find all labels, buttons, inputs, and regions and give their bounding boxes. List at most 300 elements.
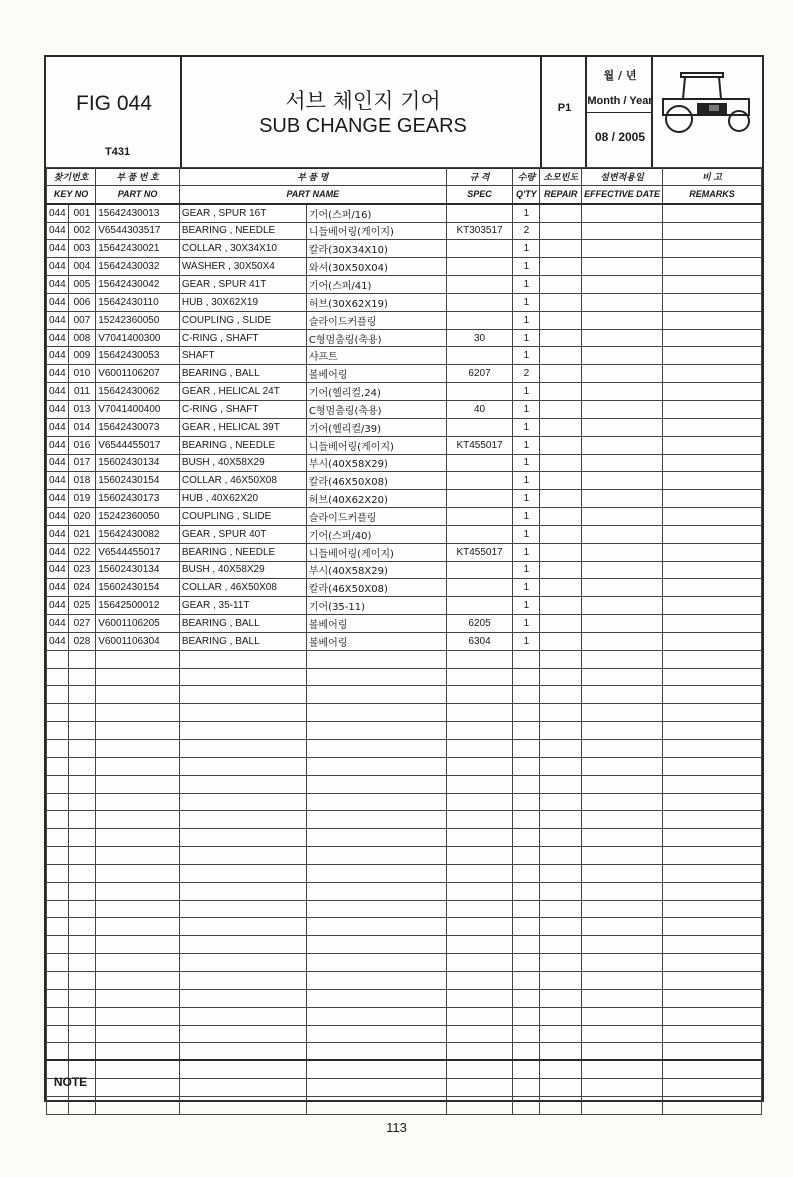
empty-cell xyxy=(179,882,306,900)
empty-cell xyxy=(513,668,540,686)
empty-cell xyxy=(179,954,306,972)
cell-key: 027 xyxy=(68,615,96,633)
col-qty-en: Q'TY xyxy=(513,185,540,203)
empty-cell xyxy=(306,722,446,740)
empty-cell xyxy=(446,775,513,793)
empty-cell xyxy=(446,864,513,882)
empty-cell xyxy=(540,686,582,704)
header-row-english xyxy=(47,185,762,203)
empty-cell xyxy=(306,775,446,793)
empty-cell xyxy=(68,811,96,829)
empty-cell xyxy=(179,918,306,936)
cell-spec: KT455017 xyxy=(446,543,513,561)
empty-cell xyxy=(47,775,69,793)
cell-key: 014 xyxy=(68,418,96,436)
cell-spec xyxy=(446,418,513,436)
empty-cell xyxy=(582,418,663,436)
cell-fig: 044 xyxy=(47,543,69,561)
empty-cell xyxy=(540,989,582,1007)
cell-fig: 044 xyxy=(47,347,69,365)
empty-cell xyxy=(540,383,582,401)
empty-cell xyxy=(513,1025,540,1043)
empty-cell xyxy=(47,757,69,775)
empty-cell xyxy=(662,811,761,829)
empty-cell xyxy=(582,222,663,240)
cell-name-en: BEARING , NEEDLE xyxy=(179,222,306,240)
empty-cell xyxy=(540,490,582,508)
cell-part-no: 15602430134 xyxy=(96,561,180,579)
empty-cell xyxy=(68,650,96,668)
empty-cell xyxy=(662,1007,761,1025)
empty-cell xyxy=(582,971,663,989)
cell-name-ko: 볼베어링 xyxy=(306,632,446,650)
cell-fig: 044 xyxy=(47,365,69,383)
empty-cell xyxy=(513,936,540,954)
empty-cell xyxy=(179,829,306,847)
cell-name-ko: 기어(헬리컬,24) xyxy=(306,383,446,401)
empty-cell xyxy=(306,793,446,811)
figure-number: FIG 044 xyxy=(76,92,152,115)
empty-cell xyxy=(96,704,180,722)
empty-cell xyxy=(582,793,663,811)
cell-qty: 1 xyxy=(513,400,540,418)
cell-fig: 044 xyxy=(47,490,69,508)
empty-cell xyxy=(662,436,761,454)
empty-cell xyxy=(540,400,582,418)
empty-cell xyxy=(662,740,761,758)
empty-cell xyxy=(582,775,663,793)
cell-fig: 044 xyxy=(47,204,69,222)
cell-qty: 2 xyxy=(513,365,540,383)
empty-cell xyxy=(582,989,663,1007)
empty-cell xyxy=(540,650,582,668)
cell-fig: 044 xyxy=(47,418,69,436)
empty-cell xyxy=(662,579,761,597)
cell-fig: 044 xyxy=(47,454,69,472)
month-year-label-en: Month / Year xyxy=(587,95,653,107)
empty-cell xyxy=(582,579,663,597)
empty-cell xyxy=(540,847,582,865)
empty-cell xyxy=(47,793,69,811)
empty-cell xyxy=(68,829,96,847)
empty-cell xyxy=(540,1043,582,1061)
cell-spec xyxy=(446,276,513,294)
cell-qty: 2 xyxy=(513,222,540,240)
blank-row xyxy=(47,971,762,989)
table-row xyxy=(47,579,762,597)
empty-cell xyxy=(662,971,761,989)
cell-spec: 6207 xyxy=(446,365,513,383)
empty-cell xyxy=(662,882,761,900)
empty-cell xyxy=(513,757,540,775)
cell-fig: 044 xyxy=(47,276,69,294)
empty-cell xyxy=(446,936,513,954)
cell-part-no: 15642500012 xyxy=(96,597,180,615)
empty-cell xyxy=(582,329,663,347)
cell-part-no: 15642430021 xyxy=(96,240,180,258)
cell-fig: 044 xyxy=(47,293,69,311)
empty-cell xyxy=(446,847,513,865)
empty-cell xyxy=(68,882,96,900)
cell-name-ko: 볼베어링 xyxy=(306,615,446,633)
empty-cell xyxy=(47,900,69,918)
empty-cell xyxy=(540,971,582,989)
empty-cell xyxy=(446,686,513,704)
cell-key: 009 xyxy=(68,347,96,365)
cell-part-no: V6001106207 xyxy=(96,365,180,383)
empty-cell xyxy=(47,740,69,758)
cell-fig: 044 xyxy=(47,632,69,650)
empty-cell xyxy=(662,240,761,258)
empty-cell xyxy=(513,829,540,847)
cell-part-no: 15602430134 xyxy=(96,454,180,472)
cell-name-en: BEARING , NEEDLE xyxy=(179,543,306,561)
empty-cell xyxy=(179,811,306,829)
cell-part-no: V6544455017 xyxy=(96,543,180,561)
tractor-icon xyxy=(659,71,757,135)
col-qty-ko: 수량 xyxy=(513,168,540,186)
cell-name-ko: 기어(헬리컬/39) xyxy=(306,418,446,436)
empty-cell xyxy=(662,1025,761,1043)
empty-cell xyxy=(662,525,761,543)
empty-cell xyxy=(582,365,663,383)
empty-cell xyxy=(179,1007,306,1025)
empty-cell xyxy=(540,918,582,936)
empty-cell xyxy=(540,240,582,258)
cell-name-ko: 와셔(30X50X04) xyxy=(306,258,446,276)
cell-fig: 044 xyxy=(47,436,69,454)
empty-cell xyxy=(68,704,96,722)
cell-qty: 1 xyxy=(513,418,540,436)
empty-cell xyxy=(68,740,96,758)
empty-cell xyxy=(582,900,663,918)
cell-spec: 30 xyxy=(446,329,513,347)
empty-cell xyxy=(662,276,761,294)
table-row xyxy=(47,311,762,329)
cell-key: 028 xyxy=(68,632,96,650)
empty-cell xyxy=(662,650,761,668)
cell-part-no: 15642430053 xyxy=(96,347,180,365)
blank-row xyxy=(47,1043,762,1061)
empty-cell xyxy=(662,1043,761,1061)
empty-cell xyxy=(47,704,69,722)
blank-row xyxy=(47,900,762,918)
cell-spec: KT455017 xyxy=(446,436,513,454)
empty-cell xyxy=(306,757,446,775)
empty-cell xyxy=(179,864,306,882)
cell-fig: 044 xyxy=(47,222,69,240)
cell-name-en: COLLAR , 46X50X08 xyxy=(179,579,306,597)
empty-cell xyxy=(582,311,663,329)
empty-cell xyxy=(540,704,582,722)
table-row xyxy=(47,525,762,543)
empty-cell xyxy=(179,704,306,722)
cell-key: 002 xyxy=(68,222,96,240)
cell-key: 022 xyxy=(68,543,96,561)
empty-cell xyxy=(446,793,513,811)
empty-cell xyxy=(446,829,513,847)
cell-qty: 1 xyxy=(513,311,540,329)
empty-cell xyxy=(582,525,663,543)
empty-cell xyxy=(47,864,69,882)
empty-cell xyxy=(446,1043,513,1061)
col-repair-en: REPAIR xyxy=(540,185,582,203)
blank-row xyxy=(47,722,762,740)
empty-cell xyxy=(68,971,96,989)
table-row xyxy=(47,222,762,240)
cell-name-en: BUSH , 40X58X29 xyxy=(179,454,306,472)
empty-cell xyxy=(582,597,663,615)
table-row xyxy=(47,632,762,650)
empty-cell xyxy=(96,936,180,954)
cell-name-ko: 허브(40X62X20) xyxy=(306,490,446,508)
cell-name-en: COUPLING , SLIDE xyxy=(179,311,306,329)
empty-cell xyxy=(662,757,761,775)
empty-cell xyxy=(662,775,761,793)
empty-cell xyxy=(68,793,96,811)
cell-part-no: 15602430154 xyxy=(96,472,180,490)
empty-cell xyxy=(68,918,96,936)
parts-list-sheet xyxy=(44,55,764,1102)
empty-cell xyxy=(179,650,306,668)
table-row xyxy=(47,347,762,365)
empty-cell xyxy=(96,882,180,900)
empty-cell xyxy=(179,668,306,686)
empty-cell xyxy=(513,1043,540,1061)
empty-cell xyxy=(582,561,663,579)
empty-cell xyxy=(96,1043,180,1061)
empty-cell xyxy=(662,543,761,561)
cell-fig: 044 xyxy=(47,383,69,401)
empty-cell xyxy=(540,864,582,882)
cell-name-en: C-RING , SHAFT xyxy=(179,329,306,347)
empty-cell xyxy=(582,668,663,686)
empty-cell xyxy=(582,632,663,650)
cell-part-no: V7041400400 xyxy=(96,400,180,418)
empty-cell xyxy=(582,918,663,936)
cell-part-no: 15642430110 xyxy=(96,293,180,311)
empty-cell xyxy=(513,775,540,793)
empty-cell xyxy=(540,365,582,383)
empty-cell xyxy=(540,293,582,311)
empty-cell xyxy=(540,276,582,294)
table-row xyxy=(47,240,762,258)
cell-fig: 044 xyxy=(47,258,69,276)
empty-cell xyxy=(662,311,761,329)
header xyxy=(46,57,762,169)
cell-qty: 1 xyxy=(513,347,540,365)
empty-cell xyxy=(582,650,663,668)
cell-name-en: GEAR , HELICAL 39T xyxy=(179,418,306,436)
empty-cell xyxy=(68,864,96,882)
cell-part-no: 15602430154 xyxy=(96,579,180,597)
empty-cell xyxy=(306,686,446,704)
cell-name-en: BEARING , BALL xyxy=(179,615,306,633)
cell-name-en: BEARING , BALL xyxy=(179,632,306,650)
empty-cell xyxy=(582,543,663,561)
cell-qty: 1 xyxy=(513,490,540,508)
empty-cell xyxy=(662,793,761,811)
cell-name-ko: C형멈춤링(축용) xyxy=(306,329,446,347)
empty-cell xyxy=(47,722,69,740)
cell-name-ko: 니들베어링(게이지) xyxy=(306,543,446,561)
empty-cell xyxy=(96,900,180,918)
empty-cell xyxy=(582,615,663,633)
empty-cell xyxy=(540,954,582,972)
cell-part-no: V6544303517 xyxy=(96,222,180,240)
cell-spec: 6205 xyxy=(446,615,513,633)
header-row-korean xyxy=(47,168,762,186)
cell-fig: 044 xyxy=(47,525,69,543)
blank-row xyxy=(47,847,762,865)
empty-cell xyxy=(306,936,446,954)
cell-name-en: C-RING , SHAFT xyxy=(179,400,306,418)
cell-spec xyxy=(446,525,513,543)
empty-cell xyxy=(582,240,663,258)
cell-qty: 1 xyxy=(513,508,540,526)
cell-name-en: HUB , 40X62X20 xyxy=(179,490,306,508)
empty-cell xyxy=(306,650,446,668)
empty-cell xyxy=(47,882,69,900)
empty-cell xyxy=(179,847,306,865)
empty-cell xyxy=(96,668,180,686)
empty-cell xyxy=(513,740,540,758)
empty-cell xyxy=(540,347,582,365)
empty-cell xyxy=(179,900,306,918)
empty-cell xyxy=(662,472,761,490)
cell-name-en: GEAR , 35-11T xyxy=(179,597,306,615)
cell-spec xyxy=(446,258,513,276)
empty-cell xyxy=(96,722,180,740)
empty-cell xyxy=(96,829,180,847)
empty-cell xyxy=(582,1007,663,1025)
cell-qty: 1 xyxy=(513,258,540,276)
cell-fig: 044 xyxy=(47,311,69,329)
table-row xyxy=(47,204,762,222)
cell-name-ko: 슬라이드커플링 xyxy=(306,508,446,526)
empty-cell xyxy=(540,329,582,347)
empty-cell xyxy=(306,847,446,865)
empty-cell xyxy=(540,579,582,597)
cell-name-ko: 기어(스퍼/40) xyxy=(306,525,446,543)
empty-cell xyxy=(662,864,761,882)
empty-cell xyxy=(540,311,582,329)
blank-row xyxy=(47,668,762,686)
empty-cell xyxy=(662,454,761,472)
empty-cell xyxy=(662,365,761,383)
empty-cell xyxy=(68,936,96,954)
cell-key: 004 xyxy=(68,258,96,276)
empty-cell xyxy=(582,811,663,829)
empty-cell xyxy=(540,472,582,490)
cell-qty: 1 xyxy=(513,543,540,561)
empty-cell xyxy=(47,989,69,1007)
empty-cell xyxy=(68,954,96,972)
empty-cell xyxy=(446,704,513,722)
empty-cell xyxy=(662,204,761,222)
cell-name-ko: 칼라(30X34X10) xyxy=(306,240,446,258)
empty-cell xyxy=(446,757,513,775)
cell-key: 010 xyxy=(68,365,96,383)
empty-cell xyxy=(47,650,69,668)
empty-cell xyxy=(47,668,69,686)
cell-name-ko: 부시(40X58X29) xyxy=(306,561,446,579)
empty-cell xyxy=(540,543,582,561)
blank-row xyxy=(47,686,762,704)
table-row xyxy=(47,383,762,401)
empty-cell xyxy=(582,258,663,276)
blank-row xyxy=(47,954,762,972)
empty-cell xyxy=(540,222,582,240)
cell-key: 023 xyxy=(68,561,96,579)
empty-cell xyxy=(96,775,180,793)
cell-spec xyxy=(446,579,513,597)
empty-cell xyxy=(68,722,96,740)
empty-cell xyxy=(662,722,761,740)
cell-key: 016 xyxy=(68,436,96,454)
col-repair-ko: 소모빈도 xyxy=(540,168,582,186)
cell-name-ko: 니들베어링(게이지) xyxy=(306,222,446,240)
cell-qty: 1 xyxy=(513,561,540,579)
title-korean: 서브 체인지 기어 xyxy=(285,89,441,113)
cell-qty: 1 xyxy=(513,525,540,543)
empty-cell xyxy=(446,1025,513,1043)
empty-cell xyxy=(540,454,582,472)
cell-qty: 1 xyxy=(513,204,540,222)
blank-row xyxy=(47,1025,762,1043)
empty-cell xyxy=(662,847,761,865)
empty-cell xyxy=(306,740,446,758)
empty-cell xyxy=(68,1043,96,1061)
empty-cell xyxy=(540,525,582,543)
cell-qty: 1 xyxy=(513,329,540,347)
cell-part-no: V6544455017 xyxy=(96,436,180,454)
cell-key: 025 xyxy=(68,597,96,615)
empty-cell xyxy=(540,632,582,650)
cell-qty: 1 xyxy=(513,383,540,401)
empty-cell xyxy=(513,1007,540,1025)
empty-cell xyxy=(179,971,306,989)
empty-cell xyxy=(179,757,306,775)
table-row xyxy=(47,400,762,418)
empty-cell xyxy=(540,757,582,775)
cell-fig: 044 xyxy=(47,400,69,418)
empty-cell xyxy=(513,686,540,704)
cell-name-en: COLLAR , 46X50X08 xyxy=(179,472,306,490)
empty-cell xyxy=(47,954,69,972)
empty-cell xyxy=(96,686,180,704)
empty-cell xyxy=(446,882,513,900)
empty-cell xyxy=(179,793,306,811)
cell-key: 006 xyxy=(68,293,96,311)
empty-cell xyxy=(540,775,582,793)
empty-cell xyxy=(179,989,306,1007)
empty-cell xyxy=(540,722,582,740)
cell-spec xyxy=(446,454,513,472)
empty-cell xyxy=(662,329,761,347)
page-number: 113 xyxy=(386,1120,407,1135)
col-key-ko: 찾기번호 xyxy=(47,168,96,186)
empty-cell xyxy=(540,882,582,900)
table-row xyxy=(47,561,762,579)
empty-cell xyxy=(68,1007,96,1025)
cell-name-en: WASHER , 30X50X4 xyxy=(179,258,306,276)
empty-cell xyxy=(47,1025,69,1043)
empty-cell xyxy=(446,954,513,972)
empty-cell xyxy=(306,829,446,847)
empty-cell xyxy=(582,740,663,758)
blank-row xyxy=(47,757,762,775)
